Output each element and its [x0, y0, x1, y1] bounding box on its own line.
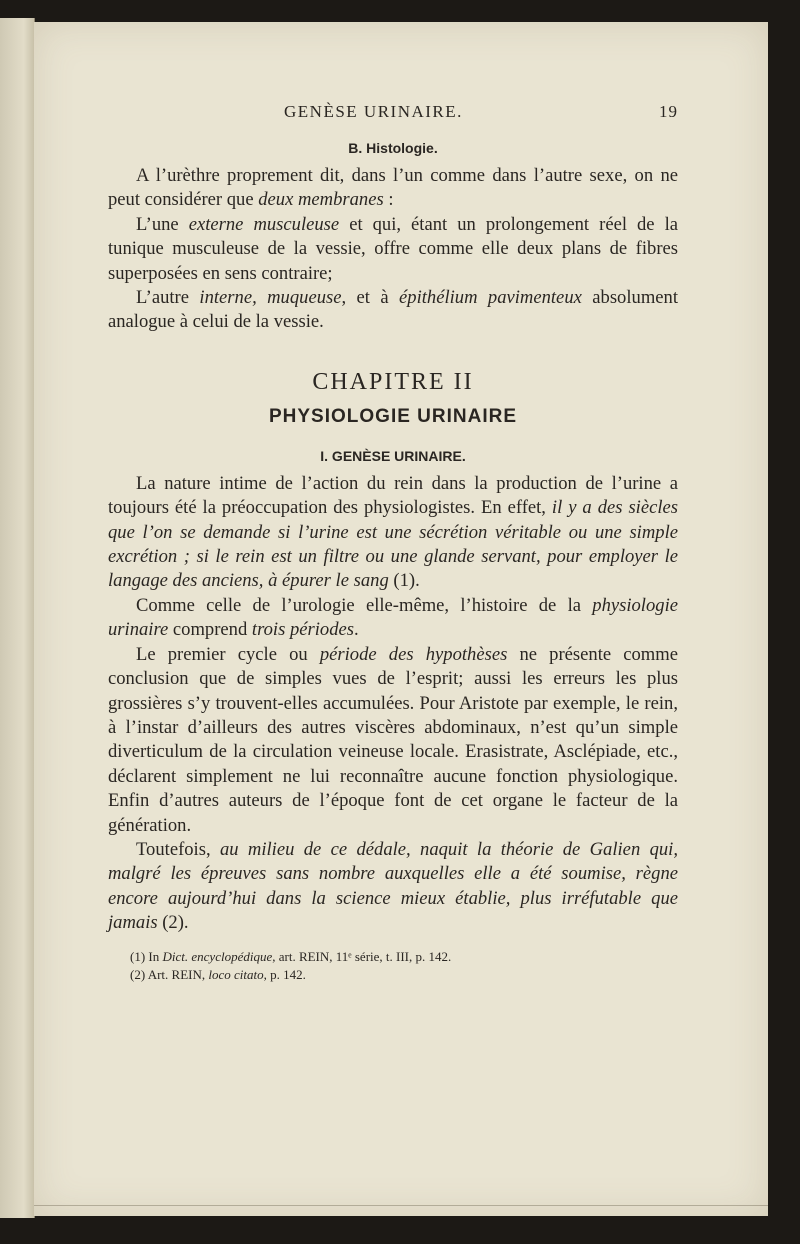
chapter-title: PHYSIOLOGIE URINAIRE — [268, 405, 518, 427]
page-bottom-rule — [34, 1205, 768, 1206]
paragraph: L’une externe musculeuse et qui, étant un prolongement réel de la tunique musculeuse de la vessie, offre comme elle deux plans de fibres superposées en sens contraire; — [108, 213, 678, 284]
paragraph: A l’urèthre proprement dit, dans l’un comme dans l’autre sexe, on ne peut considérer que deux membranes : — [108, 165, 678, 211]
chapter-label: CHAPITRE II — [312, 368, 474, 395]
running-title: GENÈSE URINAIRE. — [284, 102, 463, 121]
footnotes — [108, 948, 678, 984]
histology-heading: B. Histologie. — [348, 140, 438, 156]
page-content — [108, 102, 678, 984]
paragraph: La nature intime de l’action du rein dans la production de l’urine a toujours été la préoccupation des physiologistes. En effet, il y a des siècles que l’on se demande si l’urine est une sécrétion véritable ou une simple excrétion ; si le rein est un filtre ou une glande servant, pour employer le langage des anciens, à épurer le sang (1). — [108, 472, 679, 592]
page-number: 19 — [659, 102, 678, 121]
paragraph: Comme celle de l’urologie elle-même, l’histoire de la physiologie urinaire comprend trois périodes. — [108, 594, 678, 641]
subsection-heading: I. GENÈSE URINAIRE. — [320, 447, 466, 464]
footnote: (2) Art. REIN, loco citato, p. 142. — [130, 966, 306, 982]
footnote: (1) In Dict. encyclopédique, art. REIN, 11ᵉ série, t. III, p. 142. — [130, 948, 452, 964]
paragraph: L’autre interne, muqueuse, et à épithélium pavimenteux absolument analogue à celui de la vessie. — [108, 287, 678, 333]
book-page — [34, 22, 768, 1216]
facing-page-edge — [0, 18, 35, 1218]
paragraph: Toutefois, au milieu de ce dédale, naquit la théorie de Galien qui, malgré les épreuves sans nombre auxquelles elle a été soumise, règne encore aujourd’hui dans la science mieux établie, plus irréfutable que jamais (2). — [108, 838, 678, 934]
running-header — [284, 102, 678, 122]
paragraph: Le premier cycle ou période des hypothèses ne présente comme conclusion que de simples vues de l’esprit; aussi les erreurs les plus grossières s’y trouvent-elles accumulées. Pour Aristote par exemple, le rein, à l’instar d’ailleurs des autres viscères abdominaux, n’est qu’un simple diverticulum de la circulation veineuse locale. Erasistrate, Asclépiade, etc., déclarent simplement ne lui reconnaître aucune fonction physiologique. Enfin d’autres auteurs de l’époque font de cet organe le facteur de la génération. — [108, 643, 678, 836]
